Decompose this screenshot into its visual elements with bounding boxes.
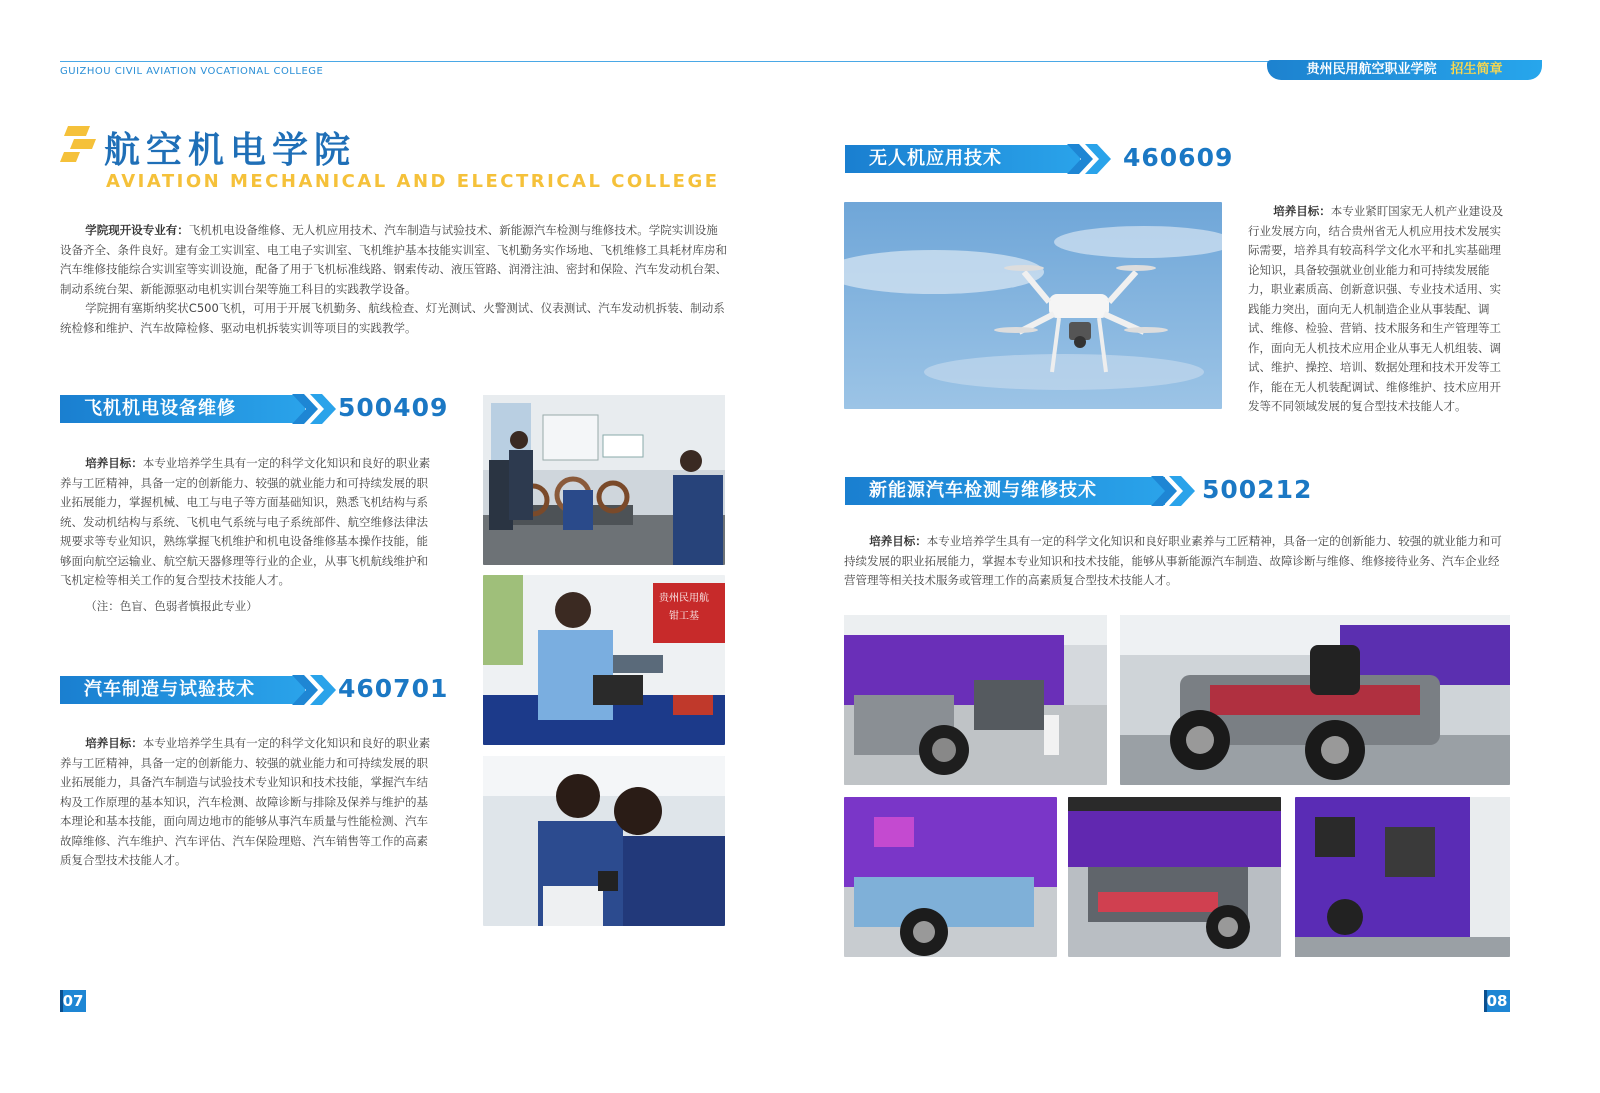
section-title: 飞机机电设备维修: [60, 395, 305, 423]
photo-ev-training-room-4: [1295, 797, 1510, 957]
college-english-name: GUIZHOU CIVIL AVIATION VOCATIONAL COLLEGE: [60, 66, 324, 77]
photo-auto-repair-students: [483, 756, 725, 926]
college-intro: [60, 221, 728, 338]
major-description-aircraft: [60, 454, 438, 616]
page-title-english: AVIATION MECHANICAL AND ELECTRICAL COLLEGE: [106, 171, 720, 192]
photo-classroom-training: [483, 395, 725, 565]
double-chevron-icon: [292, 675, 342, 705]
workshop-banner-text: 贵州民用航: [659, 593, 709, 604]
section-header-auto-manufacturing: [60, 674, 449, 706]
goal-text: 本专业培养学生具有一定的科学文化知识和良好的职业素养与工匠精神，具备一定的创新能力、较强的就业能力和可持续发展的职业拓展能力，具备汽车制造与试验技术专业知识和技术技能，掌握汽车结构及工作原理的基本知识，汽车检测、故障诊断与排除及保养与维护的基本理论和基本技能，面向周边地市的能够从事汽车质量与性能检测、汽车故障维修、汽车维护、汽车评估、汽车保险理赔、汽车销售等工作的高素质复合型技术技能人才。: [60, 736, 431, 867]
section-title: 新能源汽车检测与维修技术: [845, 477, 1165, 505]
double-chevron-icon: [1151, 476, 1201, 506]
major-code: 460609: [1123, 143, 1234, 172]
major-code: 460701: [338, 674, 449, 703]
photo-drone: [844, 202, 1222, 409]
goal-text: 本专业培养学生具有一定的科学文化知识和良好职业素养与工匠精神，具备一定的创新能力、较强的就业能力和可持续发展的职业拓展能力，掌握本专业知识和技术技能，能够从事新能源汽车制造、故障诊断与维修、维修接待业务、汽车企业经营管理等相关技术服务或管理工作的高素质复合型技术技能人才。: [844, 534, 1502, 587]
logo-mark-icon: [60, 126, 96, 166]
brand-name: 贵州民用航空职业学院: [1306, 62, 1437, 77]
major-description-drone: [1248, 202, 1510, 417]
intro-paragraph-2: 学院拥有塞斯纳奖状C500飞机，可用于开展飞机勤务、航线检查、灯光测试、火警测试、仪表测试、汽车发动机拆装、制动系统检修和维护、汽车故障检修、驱动电机拆装实训等项目的实践教学。: [60, 301, 725, 335]
goal-label: 培养目标：: [85, 456, 143, 470]
major-code: 500409: [338, 393, 449, 422]
section-title: 无人机应用技术: [845, 145, 1080, 173]
photo-ev-chassis: [1120, 615, 1510, 785]
photo-ev-training-room-2: [844, 797, 1057, 957]
major-code: 500212: [1202, 475, 1313, 504]
photo-ev-training-room-3: [1068, 797, 1281, 957]
major-description-nev: [844, 532, 1510, 591]
major-note: （注：色盲、色弱者慎报此专业）: [85, 598, 258, 613]
brand-tab: [1267, 60, 1542, 80]
photo-fitter-workshop: [483, 575, 725, 745]
page-number-left: 07: [60, 990, 86, 1012]
intro-text-1: 飞机机电设备维修、无人机应用技术、汽车制造与试验技术、新能源汽车检测与维修技术。学院实训设施设备齐全、条件良好。建有金工实训室、电工电子实训室、飞机维护基本技能实训室、飞机勤务实作场地、飞机维修工具耗材库房和汽车维修技能综合实训室等实训设施，配备了用于飞机标准线路、钢索传动、液压管路、润滑注油、密封和保险、汽车发动机台架、制动系统台架、新能源驱动电机实训台架等施工科目的实践教学设备。: [60, 223, 727, 296]
section-header-drone: [845, 145, 1245, 175]
intro-lead: 学院现开设专业有：: [85, 223, 189, 237]
double-chevron-icon: [1067, 144, 1117, 174]
section-title: 汽车制造与试验技术: [60, 676, 305, 704]
photo-ev-training-room-1: [844, 615, 1107, 785]
goal-text: 本专业培养学生具有一定的科学文化知识和良好的职业素养与工匠精神，具备一定的创新能力、较强的就业能力和可持续发展的职业拓展能力，掌握机械、电工与电子等方面基础知识，熟悉飞机结构与系统、发动机结构与系统、飞机电气系统与电子系统部件、航空维修法律法规要求等专业知识，熟练掌握飞机维护和机电设备维修基本操作技能，能够面向航空运输业、航空航天器修理等行业的企业，从事飞机航线维护和飞机定检等相关工作的复合型技术技能人才。: [60, 456, 431, 587]
workshop-banner-subtext: 钳工基: [669, 611, 699, 622]
intro-paragraph-1: [60, 221, 728, 299]
goal-label: 培养目标：: [1273, 204, 1331, 218]
section-header-nev: [845, 475, 1313, 507]
major-description-auto-manufacturing: [60, 734, 438, 871]
page-title: 航空机电学院: [104, 129, 357, 171]
section-header-aircraft: [60, 393, 449, 425]
page-number-right: 08: [1484, 990, 1510, 1012]
double-chevron-icon: [292, 394, 342, 424]
goal-label: 培养目标：: [85, 736, 143, 750]
goal-text: 本专业紧盯国家无人机产业建设及行业发展方向，结合贵州省无人机应用技术发展实际需要，培养具有较高科学文化水平和扎实基础理论知识，具备较强就业创业能力和可持续发展能力，职业素质高、创新意识强、专业技术适用、实践能力突出，面向无人机制造企业从事装配、调试、维修、检验、营销、技术服务和生产管理等工作，面向无人机技术应用企业从事无人机组装、调试、维护、操控、培训、数据处理和技术开发等工作，能在无人机装配调试、维修维护、技术应用开发等不同领域发展的复合型技术技能人才。: [1248, 204, 1504, 413]
goal-label: 培养目标：: [869, 534, 927, 548]
brand-subtitle: 招生简章: [1450, 62, 1503, 77]
